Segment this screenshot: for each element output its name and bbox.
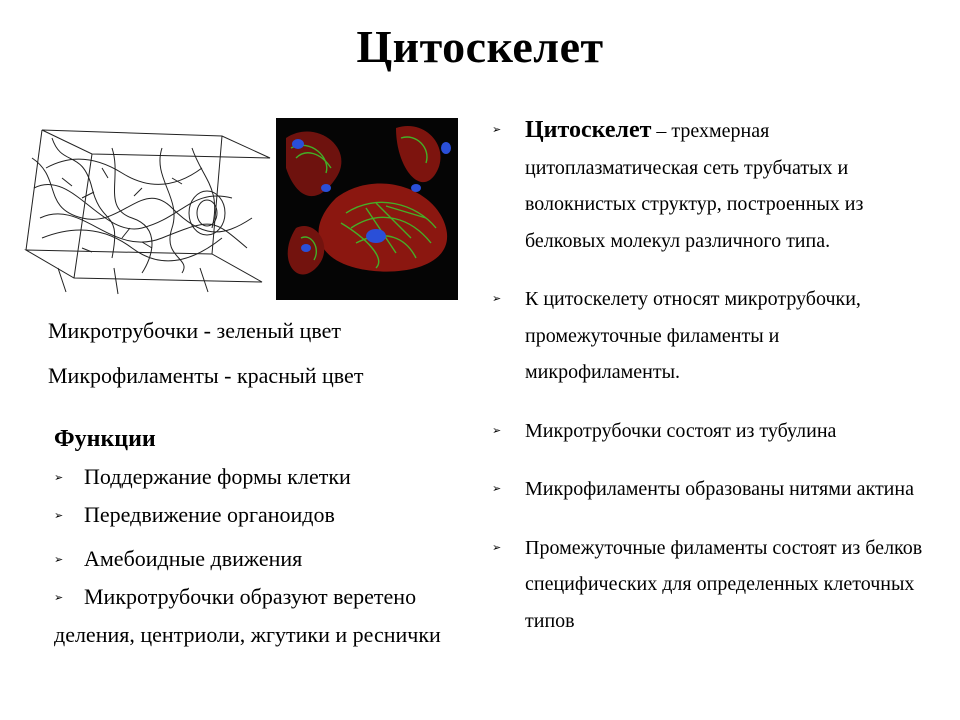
list-item: ➢ Микротрубочки состоят из тубулина [492,413,932,450]
list-item: ➢ Промежуточные филаменты состоят из белков специфических для определенных клеточных типов [492,530,932,640]
bullet-arrow-icon: ➢ [54,472,64,484]
cytoskeleton-drawing-icon [22,118,274,304]
list-item: ➢ Поддержание формы клетки [54,460,454,498]
bullet-arrow-icon: ➢ [492,293,502,305]
bullet-arrow-icon: ➢ [492,483,502,495]
bullet-arrow-icon: ➢ [54,554,64,566]
list-item: ➢ Цитоскелет – трехмерная цитоплазматическая сеть трубчатых и волокнистых структур, построенных из белковых молекул различного типа. [492,112,932,259]
term-cytoskeleton: Цитоскелет [525,117,652,143]
list-item: ➢ Микрофиламенты образованы нитями актина [492,471,932,508]
microtubules-caption: Микротрубочки - зеленый цвет [48,318,341,343]
list-item: ➢ Амебоидные движения [54,542,454,580]
bullet-arrow-icon: ➢ [54,510,64,522]
fluorescence-micrograph-icon [276,118,458,300]
bullet-arrow-icon: ➢ [492,424,502,437]
page-title: Цитоскелет [356,21,604,72]
list-item: ➢ К цитоскелету относят микротрубочки, промежуточные филаменты и микрофиламенты. [492,281,932,391]
bullet-arrow-icon: ➢ [54,592,64,604]
list-item: ➢ Микротрубочки образуют веретено деления, центриоли, жгутики и реснички [54,584,441,647]
functions-list [54,460,454,651]
microfilaments-caption: Микрофиламенты - красный цвет [48,363,364,388]
functions-title: Функции [54,426,156,452]
list-item: ➢ Передвижение органоидов [54,498,454,536]
definition-bullets [492,112,932,661]
bullet-arrow-icon: ➢ [492,541,502,554]
bullet-arrow-icon: ➢ [492,124,502,136]
